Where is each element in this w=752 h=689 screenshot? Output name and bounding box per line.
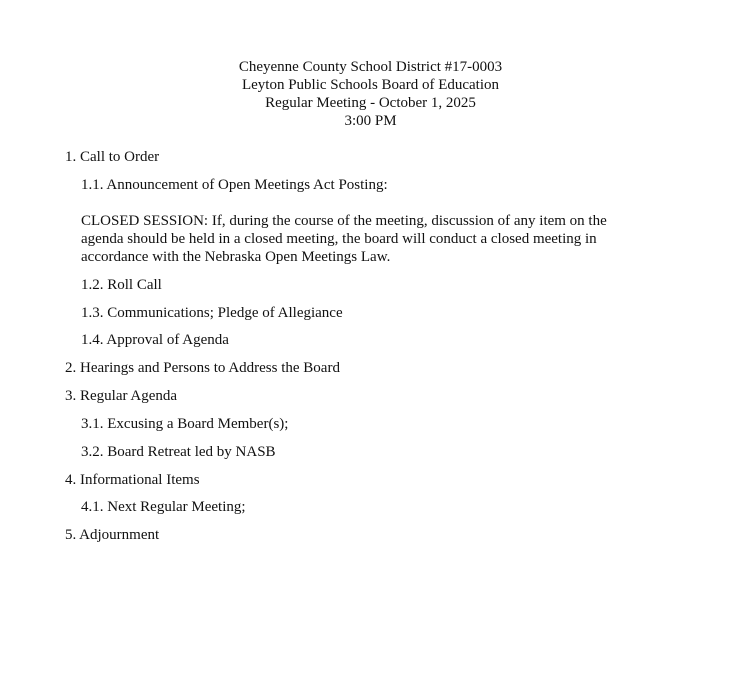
agenda-item-regular-agenda: 3. Regular Agenda bbox=[65, 388, 178, 404]
board-name: Leyton Public Schools Board of Education bbox=[241, 77, 500, 93]
agenda-item-hearings: 2. Hearings and Persons to Address the Board bbox=[65, 360, 340, 376]
agenda-item-informational-items: 4. Informational Items bbox=[65, 472, 200, 488]
document-header bbox=[0, 58, 741, 130]
meeting-time: 3:00 PM bbox=[344, 113, 397, 129]
agenda-item-open-meetings-posting: 1.1. Announcement of Open Meetings Act Posting: bbox=[81, 177, 388, 193]
meeting-title: Regular Meeting - October 1, 2025 bbox=[265, 95, 476, 111]
agenda-item-next-regular-meeting: 4.1. Next Regular Meeting; bbox=[81, 499, 246, 515]
district-name: Cheyenne County School District #17-0003 bbox=[238, 59, 503, 75]
agenda-item-call-to-order: 1. Call to Order bbox=[65, 149, 160, 165]
agenda-item-excusing-board-member: 3.1. Excusing a Board Member(s); bbox=[81, 416, 289, 432]
closed-session-notice: CLOSED SESSION: If, during the course of the meeting, discussion of any item on the agenda should be held in a closed meeting, the board will conduct a closed meeting in accordance with the Nebraska Open Meetings Law. bbox=[81, 213, 607, 265]
agenda-item-board-retreat: 3.2. Board Retreat led by NASB bbox=[81, 444, 276, 460]
agenda-item-communications: 1.3. Communications; Pledge of Allegiance bbox=[81, 305, 343, 321]
agenda-item-approval-of-agenda: 1.4. Approval of Agenda bbox=[81, 332, 229, 348]
agenda-item-roll-call: 1.2. Roll Call bbox=[81, 277, 162, 293]
agenda-item-adjournment: 5. Adjournment bbox=[65, 527, 160, 543]
